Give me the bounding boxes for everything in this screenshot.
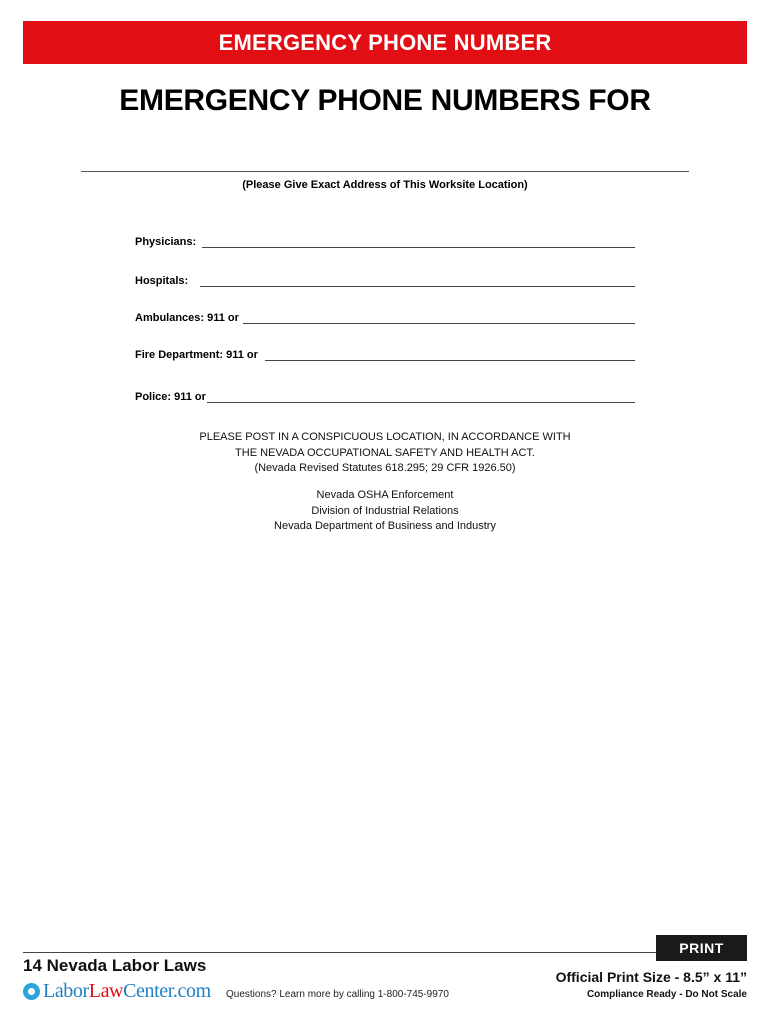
agency-line-1: Nevada OSHA Enforcement <box>316 489 454 501</box>
compliance-note: Compliance Ready - Do Not Scale <box>586 989 747 1000</box>
page-label: 14 Nevada Labor Laws <box>23 956 207 975</box>
police-label: Police: 911 or <box>135 391 206 403</box>
address-input-line[interactable] <box>81 171 689 172</box>
hospitals-label: Hospitals: <box>135 275 189 287</box>
police-input[interactable] <box>207 390 635 403</box>
agency-line-2: Division of Industrial Relations <box>311 504 459 517</box>
physicians-field <box>135 232 635 248</box>
physicians-input[interactable] <box>202 235 635 248</box>
notice-line-1: PLEASE POST IN A CONSPICUOUS LOCATION, IN ACCORDANCE WITH <box>199 431 571 443</box>
fire-department-input[interactable] <box>265 348 635 361</box>
banner-title: EMERGENCY PHONE NUMBER <box>218 29 552 55</box>
address-hint: (Please Give Exact Address of This Worksite Location) <box>242 179 528 191</box>
hospitals-input[interactable] <box>200 274 635 287</box>
page-title: EMERGENCY PHONE NUMBERS FOR <box>119 84 651 117</box>
posting-notice <box>0 430 770 477</box>
hospitals-field <box>135 271 635 287</box>
fire-department-label: Fire Department: 911 or <box>135 349 258 361</box>
physicians-label: Physicians: <box>135 236 197 248</box>
header-banner <box>23 21 747 64</box>
logo-text: LaborLawCenter.com <box>43 980 211 1002</box>
fire-department-field <box>135 345 635 361</box>
ambulances-input[interactable] <box>243 311 635 324</box>
police-field <box>135 387 635 403</box>
official-print-size: Official Print Size - 8.5” x 11” <box>555 969 747 985</box>
footer-divider <box>23 952 747 953</box>
laborlawcenter-logo[interactable] <box>23 980 211 1003</box>
notice-line-3: (Nevada Revised Statutes 618.295; 29 CFR 1926.50) <box>254 462 516 474</box>
ambulances-field <box>135 308 635 324</box>
location-pin-icon <box>23 983 40 1000</box>
agency-line-3: Nevada Department of Business and Industry <box>274 520 496 532</box>
ambulances-label: Ambulances: 911 or <box>135 312 239 324</box>
notice-line-2: THE NEVADA OCCUPATIONAL SAFETY AND HEALTH ACT. <box>235 446 535 459</box>
print-button[interactable]: PRINT <box>656 935 747 961</box>
agency-block <box>0 488 770 535</box>
questions-text: Questions? Learn more by calling 1-800-745-9970 <box>226 989 449 1000</box>
